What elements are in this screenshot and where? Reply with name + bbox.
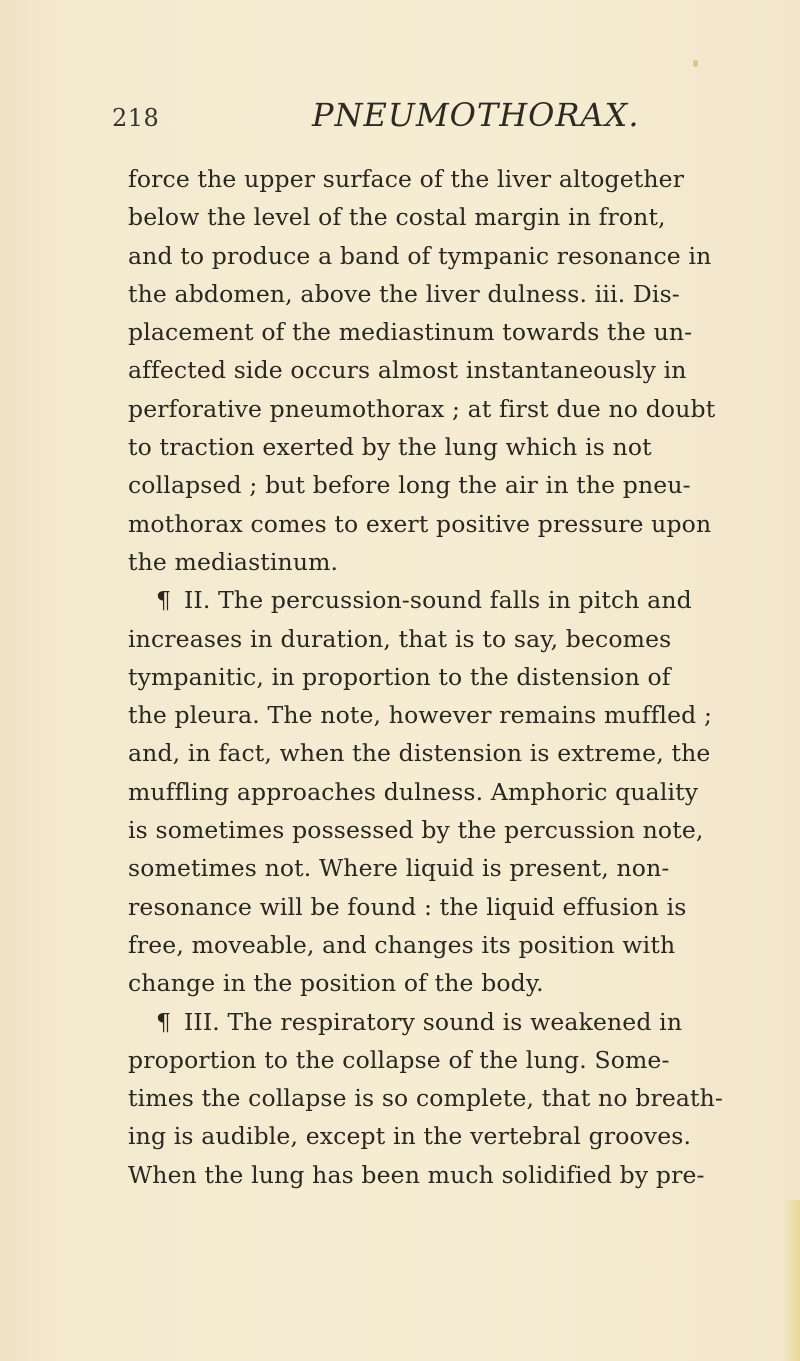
page-edge-stain xyxy=(782,1200,800,1361)
text-line: mothorax comes to exert positive pressure upon xyxy=(128,509,712,538)
text-line: the abdomen, above the liver dulness. iii. Dis- xyxy=(128,279,680,308)
text-line: the pleura. The note, however remains muffled ; xyxy=(128,701,713,730)
pilcrow-mark: ¶ xyxy=(156,586,172,615)
text-line: is sometimes possessed by the percussion note, xyxy=(128,816,704,845)
pilcrow-mark: ¶ xyxy=(156,1007,172,1036)
text-line: tympanitic, in proportion to the distension of xyxy=(128,662,671,691)
text-line: change in the position of the body. xyxy=(128,969,544,998)
paragraph-start-line xyxy=(128,1003,728,1041)
text-line: free, moveable, and changes its position with xyxy=(128,930,676,959)
text-line: III. The respiratory sound is weakened in xyxy=(184,1007,683,1036)
body-text xyxy=(128,160,728,1194)
page-number: 218 xyxy=(112,104,160,132)
text-line: proportion to the collapse of the lung. Some- xyxy=(128,1045,670,1074)
text-line: times the collapse is so complete, that no breath- xyxy=(128,1084,724,1113)
text-line: sometimes not. Where liquid is present, non- xyxy=(128,854,670,883)
text-line: the mediastinum. xyxy=(128,547,339,576)
text-line: to traction exerted by the lung which is not xyxy=(128,433,652,462)
text-line: increases in duration, that is to say, becomes xyxy=(128,624,672,653)
text-line: perforative pneumothorax ; at first due no doubt xyxy=(128,394,716,423)
text-line: affected side occurs almost instantaneously in xyxy=(128,356,687,385)
text-line: and, in fact, when the distension is extreme, the xyxy=(128,739,711,768)
paragraph-start-line xyxy=(128,581,728,619)
text-line: resonance will be found : the liquid effusion is xyxy=(128,892,687,921)
text-line: and to produce a band of tympanic resonance in xyxy=(128,241,712,270)
text-line: muffling approaches dulness. Amphoric quality xyxy=(128,777,699,806)
text-line: collapsed ; but before long the air in the pneu- xyxy=(128,471,691,500)
running-head: PNEUMOTHORAX. xyxy=(312,96,640,134)
text-line: When the lung has been much solidified by pre- xyxy=(128,1160,705,1189)
text-line: II. The percussion-sound falls in pitch and xyxy=(184,586,692,615)
paper-speck xyxy=(693,60,698,67)
text-line: ing is audible, except in the vertebral grooves. xyxy=(128,1122,692,1151)
page-header xyxy=(112,96,732,144)
text-line: force the upper surface of the liver altogether xyxy=(128,165,685,193)
text-line: below the level of the costal margin in front, xyxy=(128,203,666,232)
text-line: placement of the mediastinum towards the un- xyxy=(128,318,693,347)
